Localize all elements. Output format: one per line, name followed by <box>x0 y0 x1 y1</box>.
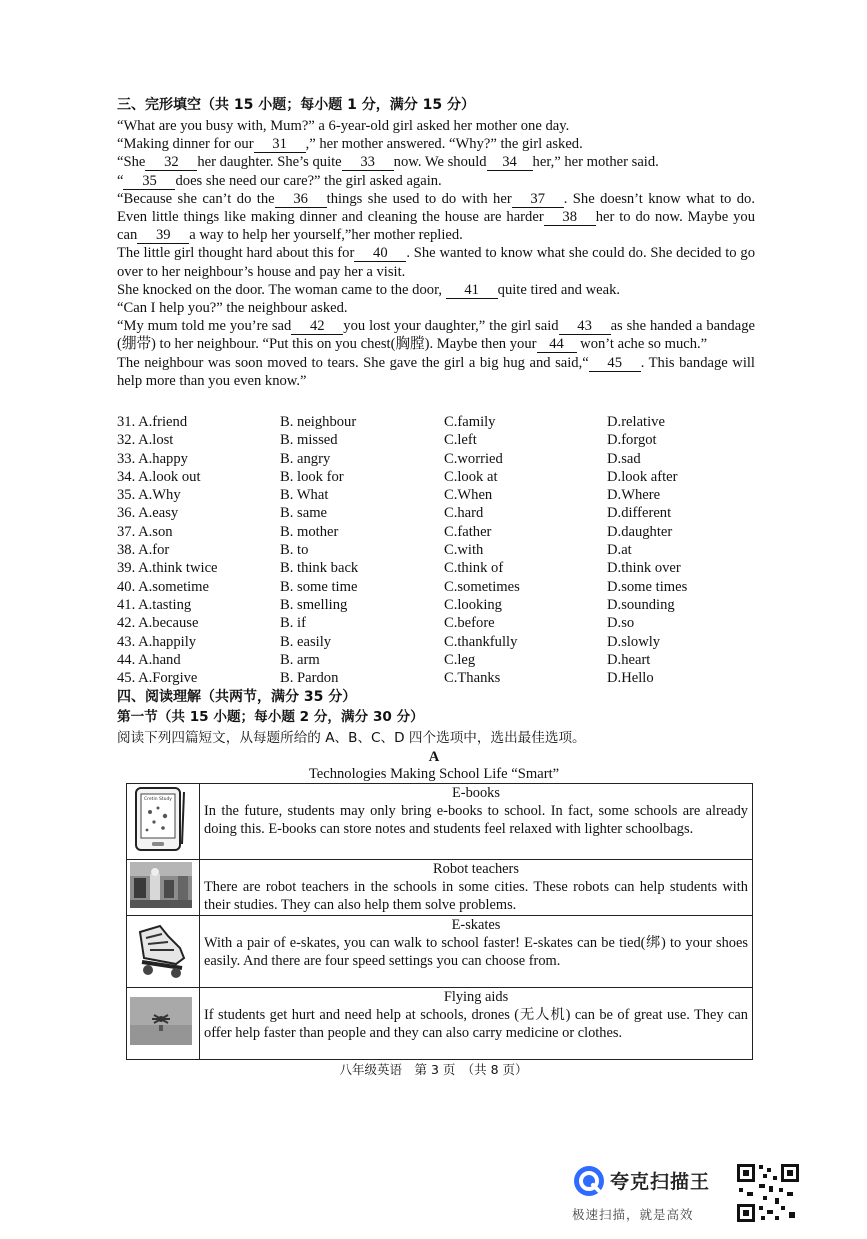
option-d: D.forgot <box>607 432 657 449</box>
option-b: B. some time <box>280 578 358 595</box>
option-d: D.at <box>607 542 632 559</box>
option-a: 36. A.easy <box>117 505 179 522</box>
passage-letter: A <box>428 749 440 765</box>
option-d: D.some times <box>607 578 688 595</box>
passage-line: “My mum told me you’re sad 42 you lost your daughter,” the girl said 43 as she handed a bandage (绷带) to her neighbour. “Put this on you chest(胸膛). Maybe then your 44 won’t ache so much.” <box>117 318 755 353</box>
watermark-subtitle: 极速扫描，就是高效 <box>572 1207 694 1222</box>
blank-33: 33 <box>342 155 394 171</box>
passage-line: “Because she can’t do the 36 things she used to do with her 37 . She doesn’t know what to do. Even little things like making dinner and cleaning the house are harder 38 her to do now. Maybe you can 39 a way to help her yourself,”her mother replied. <box>117 190 755 244</box>
option-d: D.Where <box>607 487 661 504</box>
option-c: C.family <box>444 414 496 430</box>
section3-title: 三、完形填空（共 15 小题；每小题 1 分，满分 15 分） <box>117 97 475 113</box>
passage-line: “Making dinner for our 31 ,” her mother answered. “Why?” the girl asked. <box>117 136 583 153</box>
blank-34: 34 <box>487 155 533 171</box>
table-cell-image <box>127 860 200 916</box>
option-b: B. easily <box>280 633 332 650</box>
blank-37: 37 <box>512 192 564 208</box>
option-d: D.daughter <box>607 523 673 540</box>
e-skate-icon <box>130 918 192 980</box>
option-b: B. look for <box>280 468 344 485</box>
blank-41: 41 <box>446 283 498 299</box>
option-b: B. smelling <box>280 596 348 613</box>
option-row-38 <box>117 541 757 559</box>
passage-line: “What are you busy with, Mum?” a 6-year-old girl asked her mother one day. <box>117 118 570 134</box>
option-d: D.Hello <box>607 670 654 687</box>
option-c: C.look at <box>444 468 498 485</box>
option-row-41 <box>117 596 757 614</box>
option-a: 31. A.friend <box>117 414 188 430</box>
option-row-42 <box>117 614 757 632</box>
option-c: C.hard <box>444 505 484 522</box>
qr-code <box>735 1162 801 1224</box>
option-row-32 <box>117 431 757 449</box>
option-a: 44. A.hand <box>117 651 181 668</box>
option-b: B. think back <box>280 560 359 577</box>
option-b: B. to <box>280 542 309 559</box>
cloze-passage <box>117 117 755 390</box>
row-title: E-books <box>452 785 500 801</box>
drone-photo <box>130 997 192 1045</box>
technology-table <box>126 783 753 1060</box>
option-row-43 <box>117 633 757 651</box>
option-c: C.with <box>444 542 484 559</box>
blank-32: 32 <box>145 155 197 171</box>
option-c: C.before <box>444 615 495 632</box>
option-row-37 <box>117 523 757 541</box>
scanner-watermark <box>570 1162 810 1224</box>
option-c: C.When <box>444 487 493 504</box>
options-grid <box>117 413 757 687</box>
passage-line: “She 32 her daughter. She’s quite 33 now. We should 34 her,” her mother said. <box>117 154 659 171</box>
blank-31: 31 <box>254 137 306 153</box>
option-a: 43. A.happily <box>117 633 197 650</box>
option-c: C.left <box>444 432 477 449</box>
option-b: B. What <box>280 487 329 504</box>
passage-title: Technologies Making School Life “Smart” <box>308 766 560 782</box>
row-title: Robot teachers <box>433 861 519 877</box>
section4-title: 四、阅读理解（共两节，满分 35 分） <box>117 689 357 705</box>
option-row-40 <box>117 578 757 596</box>
blank-40: 40 <box>354 246 406 262</box>
option-row-35 <box>117 486 757 504</box>
blank-43: 43 <box>559 319 611 335</box>
option-b: B. if <box>280 615 306 632</box>
option-d: D.different <box>607 505 672 522</box>
option-d: D.sounding <box>607 596 675 613</box>
option-a: 41. A.tasting <box>117 596 192 613</box>
row-title: Flying aids <box>443 989 509 1005</box>
table-cell-text <box>200 784 753 860</box>
option-a: 37. A.son <box>117 523 173 540</box>
option-row-39 <box>117 559 757 577</box>
option-c: C.thankfully <box>444 633 518 650</box>
table-row <box>127 988 753 1060</box>
option-b: B. neighbour <box>280 414 357 430</box>
option-c: C.think of <box>444 560 504 577</box>
option-c: C.looking <box>444 596 502 613</box>
reading-instruction: 阅读下列四篇短文，从每题所给的 A、B、C、D 四个选项中，选出最佳选项。 <box>117 730 586 746</box>
option-c: C.sometimes <box>444 578 520 595</box>
option-b: B. missed <box>280 432 338 449</box>
option-row-45 <box>117 669 757 687</box>
robot-classroom-photo <box>130 862 192 908</box>
blank-38: 38 <box>544 210 596 226</box>
table-cell-image <box>127 988 200 1060</box>
passage-line: The little girl thought hard about this for 40 . She wanted to know what she could do. She decided to go over to her neighbour’s house and pay her a visit. <box>117 245 755 280</box>
watermark-title: 夸克扫描王 <box>610 1171 711 1193</box>
quark-logo-icon <box>573 1165 605 1197</box>
option-d: D.heart <box>607 651 651 668</box>
option-a: 42. A.because <box>117 615 199 632</box>
option-c: C.father <box>444 523 492 540</box>
blank-45: 45 <box>589 356 641 372</box>
option-row-33 <box>117 450 757 468</box>
passage-line: The neighbour was soon moved to tears. She gave the girl a big hug and said,“ 45 . This bandage will help more than you even know.” <box>117 354 755 389</box>
option-c: C.worried <box>444 450 503 467</box>
row-text: There are robot teachers in the schools in some cities. These robots can help students with their studies. They can also help them solve problems. <box>204 879 748 913</box>
option-row-36 <box>117 504 757 522</box>
option-d: D.slowly <box>607 633 661 650</box>
table-cell-text <box>200 988 753 1060</box>
option-a: 32. A.lost <box>117 432 174 449</box>
option-d: D.sad <box>607 450 641 467</box>
table-row <box>127 916 753 988</box>
page-footer: 八年级英语 第 3 页 （共 8 页） <box>339 1062 528 1077</box>
blank-36: 36 <box>275 192 327 208</box>
ebook-screen-label: Cretin Study <box>144 797 172 802</box>
option-c: C.leg <box>444 651 476 668</box>
blank-44: 44 <box>537 337 577 353</box>
option-b: B. angry <box>280 450 331 467</box>
option-a: 39. A.think twice <box>117 560 218 577</box>
option-a: 33. A.happy <box>117 450 188 467</box>
ebook-reader-icon <box>130 786 190 852</box>
blank-35: 35 <box>123 174 175 190</box>
passage-line: “ 35 does she need our care?” the girl asked again. <box>117 172 442 189</box>
option-b: B. arm <box>280 651 320 668</box>
row-text: In the future, students may only bring e-books to school. In fact, some schools are already doing this. E-books can store notes and students feel relaxed with lighter schoolbags. <box>204 803 748 837</box>
table-cell-text <box>200 860 753 916</box>
option-row-31 <box>117 413 757 431</box>
table-row <box>127 784 753 860</box>
option-c: C.Thanks <box>444 670 501 687</box>
row-text: If students get hurt and need help at schools, drones (无人机) can be of great use. They can offer help faster than people and they can also carry medicine or clothes. <box>204 1007 748 1041</box>
option-a: 45. A.Forgive <box>117 670 198 687</box>
passage-line: She knocked on the door. The woman came to the door, 41 quite tired and weak. <box>117 281 621 298</box>
option-d: D.look after <box>607 468 678 485</box>
option-b: B. mother <box>280 523 339 540</box>
option-a: 38. A.for <box>117 542 170 559</box>
option-d: D.relative <box>607 414 665 430</box>
option-b: B. Pardon <box>280 670 339 687</box>
option-b: B. same <box>280 505 328 522</box>
blank-39: 39 <box>137 228 189 244</box>
option-a: 35. A.Why <box>117 487 181 504</box>
table-cell-image <box>127 784 200 860</box>
part1-title: 第一节（共 15 小题；每小题 2 分，满分 30 分） <box>117 709 424 725</box>
option-a: 40. A.sometime <box>117 578 210 595</box>
row-title: E-skates <box>451 917 501 933</box>
option-row-44 <box>117 651 757 669</box>
option-row-34 <box>117 468 757 486</box>
table-row <box>127 860 753 916</box>
table-cell-text <box>200 916 753 988</box>
option-d: D.so <box>607 615 635 632</box>
option-a: 34. A.look out <box>117 468 201 485</box>
row-text: With a pair of e-skates, you can walk to school faster! E-skates can be tied(绑) to your shoes easily. And there are four speed settings you can choose from. <box>204 935 748 969</box>
passage-line: “Can I help you?” the neighbour asked. <box>117 300 348 317</box>
table-cell-image <box>127 916 200 988</box>
blank-42: 42 <box>291 319 343 335</box>
option-d: D.think over <box>607 560 681 577</box>
